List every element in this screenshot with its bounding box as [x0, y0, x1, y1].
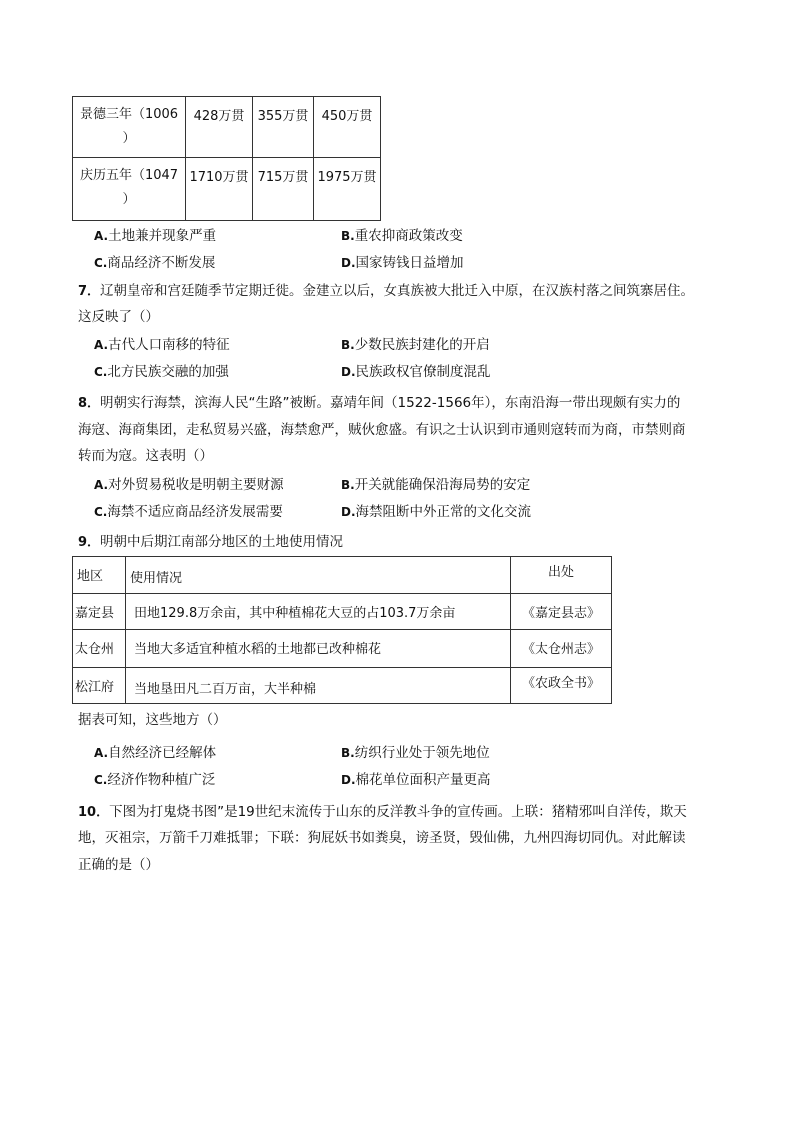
- q10-stem-line1: 10．下图为打鬼烧书图”是19世纪末流传于山东的反洋教斗争的宣传画。上联：猪精邪叫自洋传，欺天: [78, 804, 687, 820]
- q7-option-d[interactable]: D.民族政权官僚制度混乱: [341, 364, 491, 380]
- header-region: 地区: [73, 557, 126, 594]
- period-cell-line2: ）: [122, 131, 136, 146]
- q9-option-c[interactable]: C.经济作物种植广泛: [94, 772, 216, 788]
- table-row: [73, 668, 612, 704]
- q8-option-c[interactable]: C.海禁不适应商品经济发展需要: [94, 504, 283, 520]
- q7-option-b[interactable]: B.少数民族封建化的开启: [341, 337, 490, 353]
- q8-stem-line3: 转而为寇。这表明（）: [78, 448, 213, 464]
- q10-stem-line2: 地，灭祖宗，万箭千刀难抵罪；下联：狗屁妖书如粪臭，谤圣贤，毁仙佛，九州四海切同仇。对此解读: [78, 830, 686, 846]
- q6-option-a[interactable]: A.土地兼并现象严重: [94, 228, 217, 244]
- table-header-row: [73, 557, 612, 594]
- header-usage: 使用情况: [126, 557, 511, 594]
- q9-option-b[interactable]: B.纺织行业处于领先地位: [341, 745, 490, 761]
- source-cell: 《嘉定县志》: [511, 594, 612, 630]
- q9-after-table: 据表可知，这些地方（）: [78, 712, 227, 728]
- usage-cell: 田地129.8万余亩，其中种植棉花大豆的占103.7万余亩: [126, 594, 511, 630]
- region-cell: 嘉定县: [73, 594, 126, 630]
- q8-option-b[interactable]: B.开关就能确保沿海局势的安定: [341, 477, 531, 493]
- table-cell: 355万贯: [253, 97, 314, 158]
- q9-stem: 9．明朝中后期江南部分地区的土地使用情况: [78, 534, 344, 550]
- q7-option-a[interactable]: A.古代人口南移的特征: [94, 337, 230, 353]
- table-cell: 450万贯: [314, 97, 381, 158]
- q7-stem-line2: 这反映了（）: [78, 309, 159, 325]
- q6-option-b[interactable]: B.重农抑商政策改变: [341, 228, 463, 244]
- q8-option-a[interactable]: A.对外贸易税收是明朝主要财源: [94, 477, 284, 493]
- table-cell: 1710万贯: [186, 158, 253, 221]
- revenue-table: [72, 96, 381, 221]
- period-cell-line1: 景德三年（1006: [79, 107, 179, 122]
- region-cell: 太仓州: [73, 630, 126, 668]
- q10-stem-line3: 正确的是（）: [78, 857, 159, 873]
- land-use-table: [72, 556, 612, 704]
- q6-option-d[interactable]: D.国家铸钱日益增加: [341, 255, 464, 271]
- region-cell: 松江府: [73, 668, 126, 704]
- q9-option-a[interactable]: A.自然经济已经解体: [94, 745, 217, 761]
- q7-stem-line1: 7．辽朝皇帝和宫廷随季节定期迁徙。金建立以后，女真族被大批迁入中原，在汉族村落之间筑寨居住。: [78, 283, 695, 299]
- q8-stem-line2: 海寇、海商集团，走私贸易兴盛，海禁愈严，贼伙愈盛。有识之士认识到市通则寇转而为商，市禁则商: [78, 422, 686, 438]
- source-cell: 《太仓州志》: [511, 630, 612, 668]
- q6-option-c[interactable]: C.商品经济不断发展: [94, 255, 216, 271]
- table-cell: 428万贯: [186, 97, 253, 158]
- table-row: [73, 594, 612, 630]
- q8-stem-line1: 8．明朝实行海禁，滨海人民“生路”被断。嘉靖年间（1522-1566年），东南沿海一带出现颇有实力的: [78, 395, 681, 411]
- source-cell: 《农政全书》: [511, 668, 612, 704]
- q7-option-c[interactable]: C.北方民族交融的加强: [94, 364, 229, 380]
- usage-cell: 当地垦田凡二百万亩，大半种棉: [126, 668, 511, 704]
- table-cell: 1975万贯: [314, 158, 381, 221]
- table-row: [73, 630, 612, 668]
- header-source: 出处: [511, 557, 612, 594]
- table-row: [73, 158, 381, 221]
- period-cell-line1: 庆历五年（1047: [79, 168, 179, 183]
- q9-option-d[interactable]: D.棉花单位面积产量更高: [341, 772, 491, 788]
- table-row: [73, 97, 381, 158]
- table-cell: 715万贯: [253, 158, 314, 221]
- period-cell-line2: ）: [122, 192, 136, 207]
- q8-option-d[interactable]: D.海禁阻断中外正常的文化交流: [341, 504, 532, 520]
- usage-cell: 当地大多适宜种植水稻的土地都已改种棉花: [126, 630, 511, 668]
